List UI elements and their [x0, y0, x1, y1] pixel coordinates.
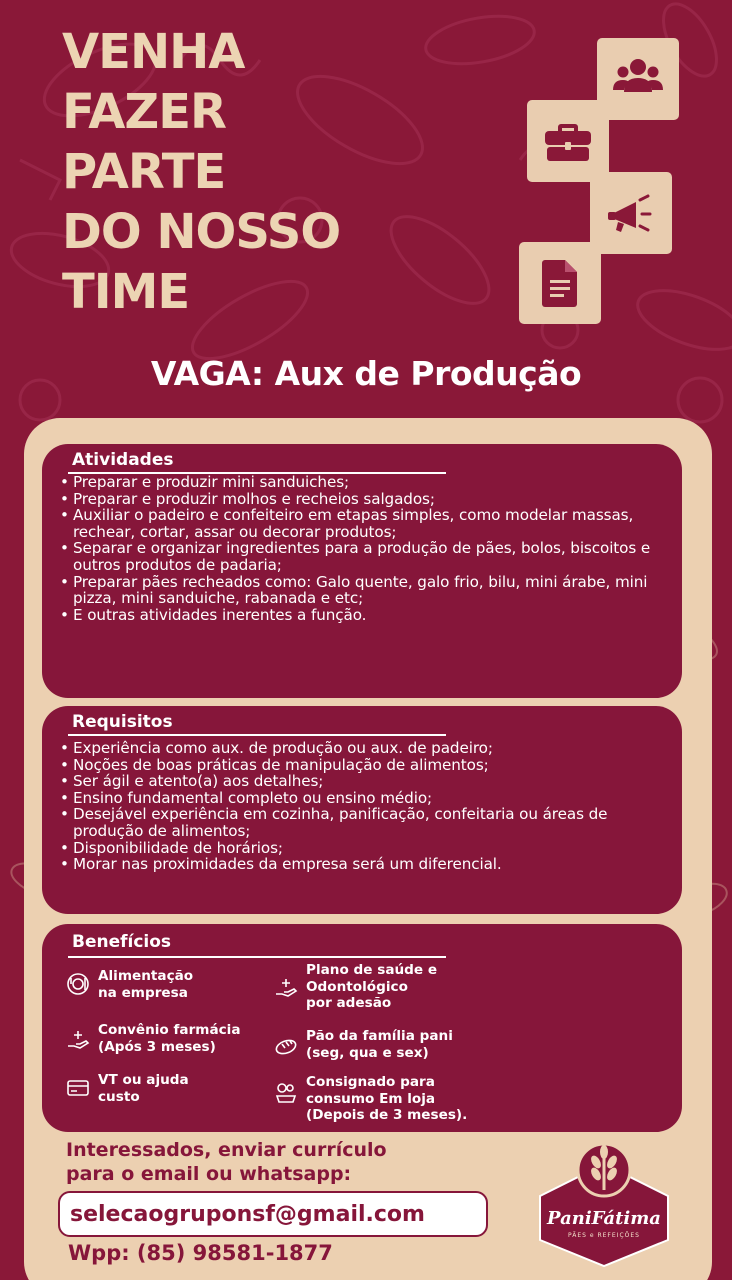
headline-line: VENHA — [62, 24, 245, 80]
shopping-icon — [274, 1080, 298, 1104]
list-item: • Ensino fundamental completo ou ensino médio; — [60, 790, 668, 807]
headline-line: FAZER — [62, 84, 226, 140]
cta-line: para o email ou whatsapp: — [66, 1163, 352, 1185]
benefits-title: Benefícios — [72, 932, 172, 952]
application-instructions — [66, 1138, 387, 1186]
list-item: • E outras atividades inerentes a função. — [60, 607, 668, 624]
headline — [62, 22, 340, 322]
requirements-divider — [68, 734, 446, 736]
whatsapp-number[interactable]: Wpp: (85) 98581-1877 — [68, 1241, 333, 1265]
headline-line: PARTE — [62, 144, 226, 200]
benefit-text: Alimentação na empresa — [98, 968, 194, 1001]
list-item: • Preparar e produzir mini sanduiches; — [60, 474, 668, 491]
benefit-item — [274, 1028, 453, 1061]
benefit-text: Plano de saúde e Odontológico por adesão — [306, 962, 438, 1011]
megaphone-tile — [590, 172, 672, 254]
list-item: • Disponibilidade de horários; — [60, 840, 668, 857]
benefit-text: Consignado para consumo Em loja (Depois de 3 meses). — [306, 1074, 468, 1123]
card-icon — [66, 1076, 90, 1100]
logo-tagline: PÃES e REFEIÇÕES — [568, 1232, 640, 1239]
briefcase-tile — [527, 100, 609, 182]
benefit-item — [66, 1022, 241, 1055]
benefit-item — [274, 1074, 467, 1124]
people-tile — [597, 38, 679, 120]
list-item: • Ser ágil e atento(a) aos detalhes; — [60, 773, 668, 790]
list-item: • Desejável experiência em cozinha, panificação, confeitaria ou áreas de produção de alimentos; — [60, 806, 668, 839]
panifatima-logo — [520, 1136, 688, 1268]
job-title: VAGA: Aux de Produção — [150, 354, 582, 393]
requirements-list — [60, 740, 668, 873]
health-hand-icon — [274, 976, 298, 1000]
people-icon — [611, 52, 665, 106]
list-item: • Auxiliar o padeiro e confeiteiro em etapas simples, como modelar massas, rechear, cortar, assar ou decorar produtos; — [60, 507, 668, 540]
benefit-item — [66, 1072, 189, 1105]
logo-name: PaniFátima — [547, 1208, 661, 1229]
document-icon — [533, 256, 587, 310]
benefit-text: VT ou ajuda custo — [98, 1072, 189, 1105]
list-item: • Preparar pães recheados como: Galo quente, galo frio, bilu, mini árabe, mini pizza, mini sanduiche, rabanada e etc; — [60, 574, 668, 607]
list-item: • Preparar e produzir molhos e recheios salgados; — [60, 491, 668, 508]
activities-list — [60, 474, 668, 623]
requirements-title: Requisitos — [72, 712, 173, 732]
benefits-divider — [68, 956, 446, 958]
document-tile — [519, 242, 601, 324]
benefit-text: Convênio farmácia (Após 3 meses) — [98, 1022, 241, 1055]
briefcase-icon — [541, 114, 595, 168]
activities-title: Atividades — [72, 450, 174, 470]
requirements-card — [42, 706, 682, 914]
bread-icon — [274, 1034, 298, 1058]
list-item: • Noções de boas práticas de manipulação de alimentos; — [60, 757, 668, 774]
megaphone-icon — [604, 186, 658, 240]
benefit-text: Pão da família pani (seg, qua e sex) — [306, 1028, 453, 1061]
pharmacy-hand-icon — [66, 1028, 90, 1052]
list-item: • Morar nas proximidades da empresa será um diferencial. — [60, 856, 668, 873]
email-address[interactable]: selecaogruponsf@gmail.com — [58, 1191, 488, 1237]
headline-line: TIME — [62, 264, 190, 320]
list-item: • Separar e organizar ingredientes para a produção de pães, bolos, biscoitos e outros produtos de padaria; — [60, 540, 668, 573]
logo-badge — [520, 1136, 688, 1268]
headline-line: DO NOSSO — [62, 204, 341, 260]
activities-card — [42, 444, 682, 698]
benefit-item — [274, 962, 437, 1012]
list-item: • Experiência como aux. de produção ou aux. de padeiro; — [60, 740, 668, 757]
benefits-card — [42, 924, 682, 1132]
plate-icon — [66, 972, 90, 996]
benefit-item — [66, 968, 193, 1001]
cta-line: Interessados, enviar currículo — [66, 1139, 387, 1161]
